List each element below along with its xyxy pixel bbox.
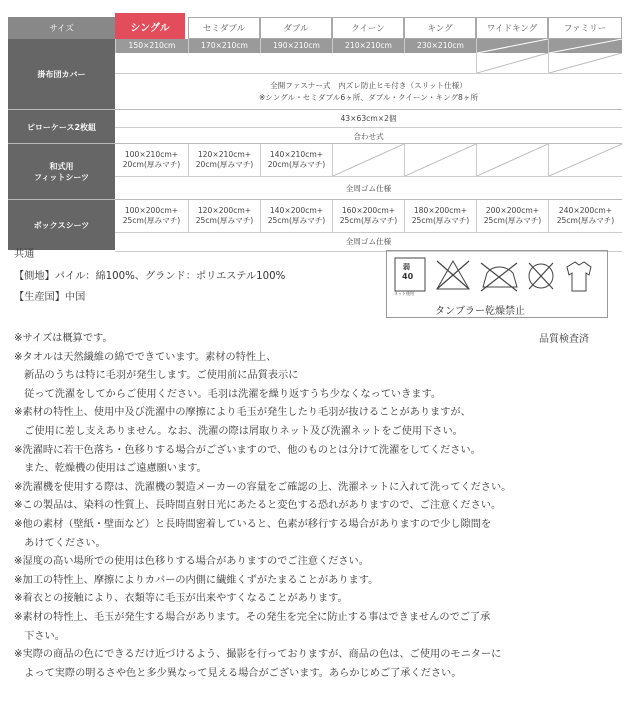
care-label-box	[386, 250, 608, 318]
box-size-king	[404, 200, 476, 232]
note-line: ご使用に差し支えありません。なお、洗濯の際は屑取りネット及び洗濯ネットをご使用下さい。	[14, 426, 463, 437]
futon-size-single-a: 100×210cm+	[124, 150, 179, 159]
header-family: ファミリー	[548, 17, 622, 39]
care-caption: タンブラー乾燥禁止	[435, 306, 525, 317]
box-size-family	[548, 200, 622, 232]
futon-family-na	[548, 144, 622, 176]
duvet-size-double: 190×210cm	[260, 39, 332, 53]
box-size-single-b: 25cm(厚みマチ)	[122, 216, 181, 225]
note-line: ※サイズは概算です。	[14, 333, 113, 344]
box-note: 全周ゴム仕様	[115, 232, 622, 252]
duvet-label: 掛布団カバー	[8, 39, 115, 109]
box-size-semi-double-a: 120×200cm+	[197, 206, 252, 215]
duvet-note-line2: ※シングル・セミダブル6ヶ所、ダブル・クイーン・キング8ヶ所	[258, 93, 479, 102]
box-label: ボックスシーツ	[8, 200, 115, 250]
futon-size-double-b: 20cm(厚みマチ)	[267, 160, 326, 169]
duvet-size-queen: 210×210cm	[332, 39, 404, 53]
origin-text: 【生産国】中国	[14, 292, 86, 303]
futon-queen-na	[332, 144, 404, 176]
box-size-wide-king	[476, 200, 548, 232]
common-title: 共通	[14, 249, 35, 260]
duvet-family-blank	[548, 53, 622, 73]
duvet-wide-king-blank	[476, 53, 548, 73]
duvet-size-family-na	[548, 39, 622, 53]
box-size-queen-b: 25cm(厚みマチ)	[339, 216, 398, 225]
futon-size-double	[260, 144, 332, 176]
note-line: ※素材の特性上、使用中及び洗濯中の摩擦により毛玉が発生したり毛羽が抜けることがありますが、	[14, 407, 471, 419]
note-line: 従って洗濯をしてからご使用ください。毛羽は洗濯を繰り返すうち少なくなっていきます。	[14, 388, 442, 400]
box-size-queen	[332, 200, 404, 232]
box-size-semi-double-b: 25cm(厚みマチ)	[195, 216, 254, 225]
note-line: ※湿度の高い場所での使用は色移りする場合がありますのでご注意ください。	[14, 556, 369, 568]
box-size-family-a: 240×200cm+	[558, 206, 613, 215]
note-line: ※着衣との接触により、衣類等に毛玉が出来やすくなることがあります。	[14, 593, 348, 605]
header-wide-king: ワイドキング	[476, 17, 548, 39]
duvet-size-single: 150×210cm	[115, 39, 188, 53]
note-line: ※素材の特性上、毛玉が発生する場合があります。その発生を完全に防止する事はできませんのでご了承	[14, 612, 491, 623]
futon-size-double-a: 140×210cm+	[269, 150, 324, 159]
material-text: 【側地】パイル：綿100%、グランド：ポリエステル100%	[14, 271, 286, 282]
futon-size-semi-double	[188, 144, 260, 176]
note-line: ※タオルは天然繊維の綿でできています。素材の特性上、	[14, 351, 277, 363]
futon-row	[8, 143, 622, 200]
size-header-row	[8, 17, 622, 39]
box-size-double-a: 140×200cm+	[269, 206, 324, 215]
box-size-single	[115, 200, 188, 232]
futon-label-line1: 和式用	[49, 162, 74, 171]
box-size-double	[260, 200, 332, 232]
box-size-queen-a: 160×200cm+	[341, 206, 396, 215]
box-size-family-b: 25cm(厚みマチ)	[556, 216, 615, 225]
header-size: サイズ	[8, 17, 115, 39]
header-single: シングル	[115, 13, 185, 39]
box-size-king-a: 180×200cm+	[413, 206, 468, 215]
wash-label: 弱	[403, 263, 410, 271]
note-line: ※実際の商品の色にできるだけ近づけるよう、撮影を行っておりますが、商品の色は、ご使用のモニターに	[14, 649, 502, 661]
duvet-note-line1: 全開ファスナー式 内ズレ防止ヒモ付き（スリット仕様）	[270, 81, 467, 90]
note-line: よって実際の明るさや色と多少異なって見える場合がございます。あらかじめご了承ください。	[14, 667, 462, 679]
box-row	[8, 199, 622, 250]
no-iron-icon	[481, 263, 517, 291]
note-line: ※加工の特性上、摩擦によりカバーの内側に繊維くずがたまることがあります。	[14, 574, 379, 586]
no-bleach-icon	[437, 261, 469, 289]
header-queen: クイーン	[332, 17, 404, 39]
pillow-row	[8, 109, 622, 144]
wash-sub: ネット使用	[394, 291, 414, 296]
no-dry-clean-icon	[529, 263, 553, 289]
header-double: ダブル	[260, 17, 332, 39]
duvet-size-semi-double: 170×210cm	[188, 39, 260, 53]
futon-label	[8, 144, 115, 200]
futon-size-single-b: 20cm(厚みマチ)	[122, 160, 181, 169]
futon-wide-king-na	[476, 144, 548, 176]
note-line: あけてください。	[14, 537, 106, 549]
quality-inspected: 品質検査済	[539, 334, 589, 345]
duvet-row	[8, 39, 622, 109]
note-line: また、乾燥機の使用はご遠慮願います。	[14, 463, 207, 475]
duvet-size-wide-king-na	[476, 39, 548, 53]
note-line: ※洗濯時に若干色落ち・色移りする場合がございますので、他のものとは分けて洗濯をしてください。	[14, 444, 481, 456]
box-size-single-a: 100×200cm+	[124, 206, 179, 215]
futon-note: 全周ゴム仕様	[115, 176, 622, 201]
wash-temp: 40	[402, 272, 414, 281]
duvet-size-king: 230×210cm	[404, 39, 476, 53]
box-size-double-b: 25cm(厚みマチ)	[267, 216, 326, 225]
header-semi-double: セミダブル	[188, 17, 260, 39]
pillow-type: 合わせ式	[115, 127, 622, 145]
box-size-wide-king-b: 25cm(厚みマチ)	[483, 216, 542, 225]
header-king: キング	[404, 17, 476, 39]
futon-label-line2: フィットシーツ	[33, 173, 90, 182]
note-line: 下さい。	[14, 630, 65, 642]
duvet-spec	[115, 73, 622, 110]
note-line: ※洗濯機を使用する際は、洗濯機の製造メーカーの容量をご確認の上、洗濯ネットに入れて洗ってください。	[14, 481, 512, 493]
pillow-label: ピローケース2枚組	[8, 110, 115, 144]
note-line: ※この製品は、染料の性質上、長時間直射日光にあたると変色する恐れがありますので、ご注意ください。	[14, 500, 502, 512]
note-line: ※他の素材（壁紙・壁面など）と長時間密着していると、色素が移行する場合がありますので少し隙間を	[14, 519, 492, 530]
shirt-icon	[567, 262, 591, 291]
futon-king-na	[404, 144, 476, 176]
box-size-semi-double	[188, 200, 260, 232]
box-size-king-b: 25cm(厚みマチ)	[411, 216, 470, 225]
futon-size-semi-double-a: 120×210cm+	[197, 150, 252, 159]
box-size-wide-king-a: 200×200cm+	[485, 206, 540, 215]
note-line: 新品のうちは特に毛羽が発生します。ご使用前に品質表示に	[14, 370, 299, 382]
futon-size-single	[115, 144, 188, 176]
pillow-size: 43×63cm×2個	[340, 113, 397, 123]
futon-size-semi-double-b: 20cm(厚みマチ)	[195, 160, 254, 169]
